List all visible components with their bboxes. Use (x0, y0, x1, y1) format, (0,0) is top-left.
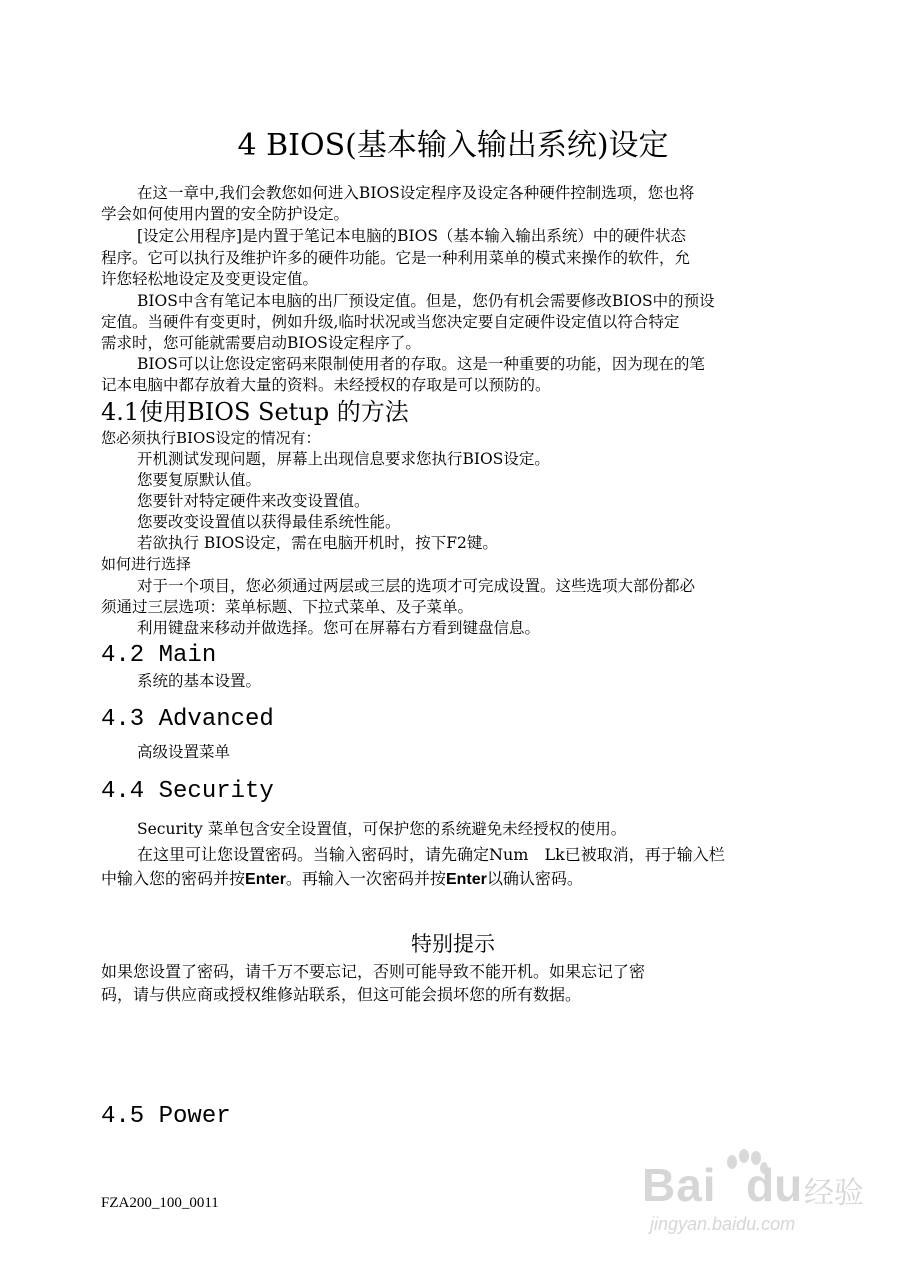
intro-p3-line1: BIOS中含有笔记本电脑的出厂预设定值。但是，您仍有机会需要修改BIOS中的预设 (137, 292, 715, 310)
watermark-brand-2: du (746, 1159, 803, 1211)
intro-p2-line1: [设定公用程序]是内置于笔记本电脑的BIOS（基本输入输出系统）中的硬件状态 (137, 227, 686, 245)
section-4-5-heading: 4.5 Power (101, 1103, 231, 1130)
watermark-brand-cn: 经验 (804, 1176, 864, 1211)
baidu-watermark (640, 1148, 870, 1248)
intro-p3-line3: 需求时，您可能就需要启动BIOS设定程序了。 (101, 334, 421, 352)
security-line3-c: 以确认密码。 (486, 869, 583, 888)
section-4-2-text: 系统的基本设置。 (137, 672, 262, 690)
section-4-1-subheading: 您必须执行BIOS设定的情况有： (101, 429, 321, 447)
notice-title: 特别提示 (411, 932, 495, 956)
enter-key: Enter (245, 871, 286, 888)
section-4-2-heading: 4.2 Main (101, 642, 217, 669)
enter-key: Enter (445, 871, 487, 888)
intro-p4-line1: BIOS可以让您设定密码来限制使用者的存取。这是一种重要的功能，因为现在的笔 (137, 355, 705, 373)
section-4-3-text: 高级设置菜单 (137, 743, 231, 761)
security-line1: Security 菜单包含安全设置值，可保护您的系统避免未经授权的使用。 (137, 820, 627, 838)
intro-p3-line2: 定值。当硬件有变更时，例如升级,临时状况或当您决定要自定硬件设定值以符合特定 (101, 313, 680, 331)
section-4-3-heading: 4.3 Advanced (101, 706, 274, 733)
watermark-brand: Bai (642, 1159, 717, 1211)
selection-line1: 对于一个项目，您必须通过两层或三层的选项才可完成设置。这些选项大部份都必 (137, 577, 696, 595)
security-line3-a: 中输入您的密码并按 (101, 869, 246, 888)
section-4-4-heading: 4.4 Security (101, 778, 274, 805)
page-title: 4 BIOS(基本输入输出系统)设定 (237, 128, 669, 163)
list-item: 若欲执行 BIOS设定，需在电脑开机时，按下F2键。 (137, 534, 498, 552)
security-line3-b: 。再输入一次密码并按 (285, 869, 446, 888)
intro-p2-line3: 许您轻松地设定及变更设定值。 (101, 270, 319, 288)
list-item: 开机测试发现问题，屏幕上出现信息要求您执行BIOS设定。 (137, 450, 550, 468)
list-item: 您要改变设置值以获得最佳系统性能。 (137, 513, 401, 531)
notice-line2: 码，请与供应商或授权维修站联系，但这可能会损坏您的所有数据。 (101, 985, 582, 1004)
list-item: 您要针对特定硬件来改变设置值。 (137, 492, 370, 510)
selection-line2: 须通过三层选项：菜单标题、下拉式菜单、及子菜单。 (101, 598, 474, 616)
section-4-1-heading: 4.1使用BIOS Setup 的方法 (101, 398, 409, 426)
security-line2: 在这里可让您设置密码。当输入密码时，请先确定Num Lk已被取消，再于输入栏 (137, 845, 725, 864)
intro-p2-line2: 程序。它可以执行及维护许多的硬件功能。它是一种利用菜单的模式来操作的软件，允 (101, 249, 691, 267)
selection-subheading: 如何进行选择 (101, 555, 192, 573)
watermark-url: jingyan.baidu.com (650, 1214, 796, 1234)
intro-p1-line2: 学会如何使用内置的安全防护设定。 (101, 205, 350, 223)
intro-p1-line1: 在这一章中,我们会教您如何进入BIOS设定程序及设定各种硬件控制选项，您也将 (137, 184, 695, 202)
security-line3 (101, 868, 583, 891)
intro-p4-line2: 记本电脑中都存放着大量的资料。未经授权的存取是可以预防的。 (101, 376, 551, 394)
notice-line1: 如果您设置了密码，请千万不要忘记，否则可能导致不能开机。如果忘记了密 (101, 962, 646, 981)
footer-code: FZA200_100_0011 (101, 1195, 219, 1211)
list-item: 您要复原默认值。 (137, 471, 262, 489)
selection-line3: 利用键盘来移动并做选择。您可在屏幕右方看到键盘信息。 (137, 619, 541, 637)
